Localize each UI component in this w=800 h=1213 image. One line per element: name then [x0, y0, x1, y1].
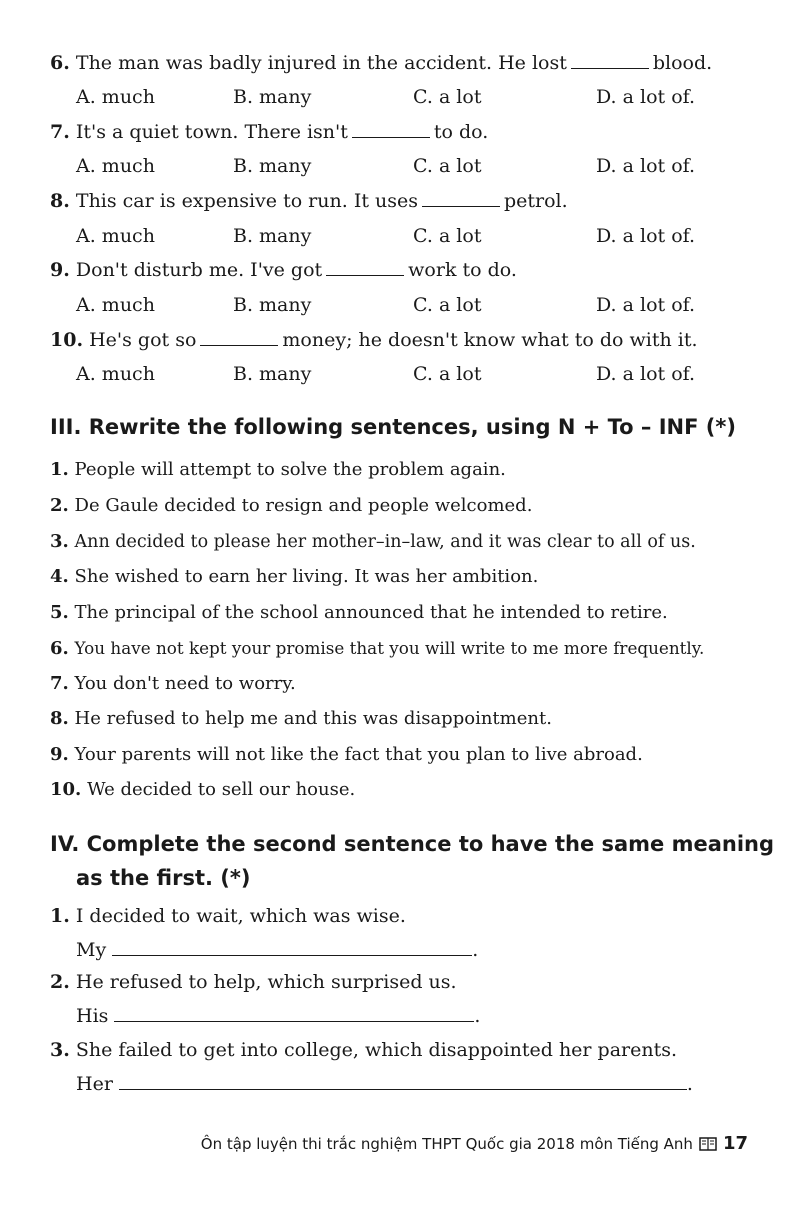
rewrite-item-1: [50, 458, 506, 482]
option-c: C. a lot: [413, 86, 482, 108]
question-number: 6.: [50, 52, 70, 74]
answer-blank: [200, 329, 278, 346]
question-text: It's a quiet town. There isn't: [75, 121, 348, 143]
options-9: [0, 293, 800, 317]
item-number: 2.: [50, 495, 69, 516]
item-text: He refused to help, which surprised us.: [75, 971, 457, 993]
question-text-end: blood.: [652, 52, 713, 74]
answer-line-3: [76, 1071, 693, 1096]
section-4-heading-cont: as the first. (*): [76, 866, 251, 890]
item-text: We decided to sell our house.: [87, 779, 356, 800]
rewrite-item-2: [50, 494, 532, 518]
item-number: 10.: [50, 779, 82, 800]
item-text: He refused to help me and this was disappointment.: [74, 708, 552, 729]
option-b: B. many: [233, 225, 312, 247]
item-number: 3.: [50, 531, 69, 552]
question-6: [50, 51, 712, 75]
footer-title: Ôn tập luyện thi trắc nghiệm THPT Quốc gia 2018 môn Tiếng Anh: [200, 1135, 693, 1153]
option-c: C. a lot: [413, 225, 482, 247]
option-b: B. many: [233, 155, 312, 177]
option-a: A. much: [76, 363, 155, 385]
option-b: B. many: [233, 294, 312, 316]
answer-blank: [571, 52, 649, 69]
question-number: 8.: [50, 190, 70, 212]
option-b: B. many: [233, 86, 312, 108]
rewrite-item-9: [50, 743, 643, 767]
section-4-heading: IV. Complete the second sentence to have the same meaning: [50, 832, 775, 856]
item-number: 2.: [50, 971, 70, 993]
option-d: D. a lot of.: [596, 363, 696, 385]
rewrite-item-4: [50, 565, 538, 589]
page-footer: [201, 1133, 748, 1155]
answer-end: .: [472, 939, 479, 961]
option-c: C. a lot: [413, 363, 482, 385]
section-3-heading: III. Rewrite the following sentences, using N + To – INF (*): [50, 415, 736, 439]
rewrite-item-7: [50, 672, 296, 696]
question-text: This car is expensive to run. It uses: [75, 190, 418, 212]
option-b: B. many: [233, 363, 312, 385]
item-number: 5.: [50, 602, 69, 623]
item-text: Your parents will not like the fact that you plan to live abroad.: [74, 744, 643, 765]
page-number: 17: [722, 1133, 748, 1154]
option-d: D. a lot of.: [596, 86, 696, 108]
answer-input-line[interactable]: [114, 1003, 474, 1022]
item-text: De Gaule decided to resign and people welcomed.: [74, 495, 533, 516]
question-9: [50, 258, 517, 282]
question-text-end: petrol.: [503, 190, 568, 212]
question-8: [50, 189, 568, 213]
item-text: People will attempt to solve the problem again.: [74, 459, 506, 480]
answer-blank: [326, 259, 404, 276]
question-number: 7.: [50, 121, 70, 143]
option-d: D. a lot of.: [596, 294, 696, 316]
option-a: A. much: [76, 225, 155, 247]
option-a: A. much: [76, 294, 155, 316]
question-text-end: to do.: [433, 121, 489, 143]
rewrite-item-5: [50, 601, 668, 625]
answer-line-2: [76, 1003, 480, 1028]
rewrite-item-3: [50, 530, 696, 554]
question-number: 10.: [50, 329, 84, 351]
question-text-end: money; he doesn't know what to do with it.: [282, 329, 698, 351]
item-text: I decided to wait, which was wise.: [75, 905, 406, 927]
complete-item-2: [50, 970, 457, 994]
rewrite-item-6: [50, 636, 704, 661]
answer-start: Her: [76, 1073, 113, 1095]
answer-blank: [352, 121, 430, 138]
answer-line-1: [76, 937, 478, 962]
item-number: 9.: [50, 744, 69, 765]
question-text: Don't disturb me. I've got: [75, 259, 323, 281]
item-number: 1.: [50, 905, 70, 927]
answer-start: His: [76, 1005, 109, 1027]
item-text: The principal of the school announced that he intended to retire.: [74, 602, 668, 623]
item-number: 4.: [50, 566, 69, 587]
option-d: D. a lot of.: [596, 225, 696, 247]
item-number: 7.: [50, 673, 69, 694]
item-number: 6.: [50, 638, 69, 659]
option-c: C. a lot: [413, 294, 482, 316]
item-text: She wished to earn her living. It was her ambition.: [74, 566, 539, 587]
options-8: [0, 224, 800, 248]
question-number: 9.: [50, 259, 70, 281]
item-text: You have not kept your promise that you will write to me more frequently.: [74, 638, 705, 658]
question-text: The man was badly injured in the accident. He lost: [75, 52, 567, 74]
item-number: 1.: [50, 459, 69, 480]
item-text: You don't need to worry.: [74, 673, 296, 694]
option-a: A. much: [76, 155, 155, 177]
answer-end: .: [686, 1073, 693, 1095]
book-icon: [699, 1136, 717, 1152]
complete-item-1: [50, 904, 406, 928]
item-number: 8.: [50, 708, 69, 729]
question-text-end: work to do.: [408, 259, 517, 281]
question-10: [50, 328, 698, 352]
options-10: [0, 362, 800, 386]
option-c: C. a lot: [413, 155, 482, 177]
answer-input-line[interactable]: [112, 937, 472, 956]
option-a: A. much: [76, 86, 155, 108]
options-7: [0, 154, 800, 178]
complete-item-3: [50, 1038, 677, 1062]
rewrite-item-10: [50, 778, 355, 802]
option-d: D. a lot of.: [596, 155, 696, 177]
options-6: [0, 85, 800, 109]
question-7: [50, 120, 488, 144]
answer-end: .: [474, 1005, 481, 1027]
answer-blank: [422, 190, 500, 207]
answer-start: My: [76, 939, 107, 961]
item-text: Ann decided to please her mother–in–law, and it was clear to all of us.: [74, 532, 696, 552]
rewrite-item-8: [50, 707, 552, 731]
answer-input-line[interactable]: [119, 1071, 687, 1090]
item-number: 3.: [50, 1039, 70, 1061]
item-text: She failed to get into college, which disappointed her parents.: [75, 1039, 678, 1061]
question-text: He's got so: [89, 329, 197, 351]
